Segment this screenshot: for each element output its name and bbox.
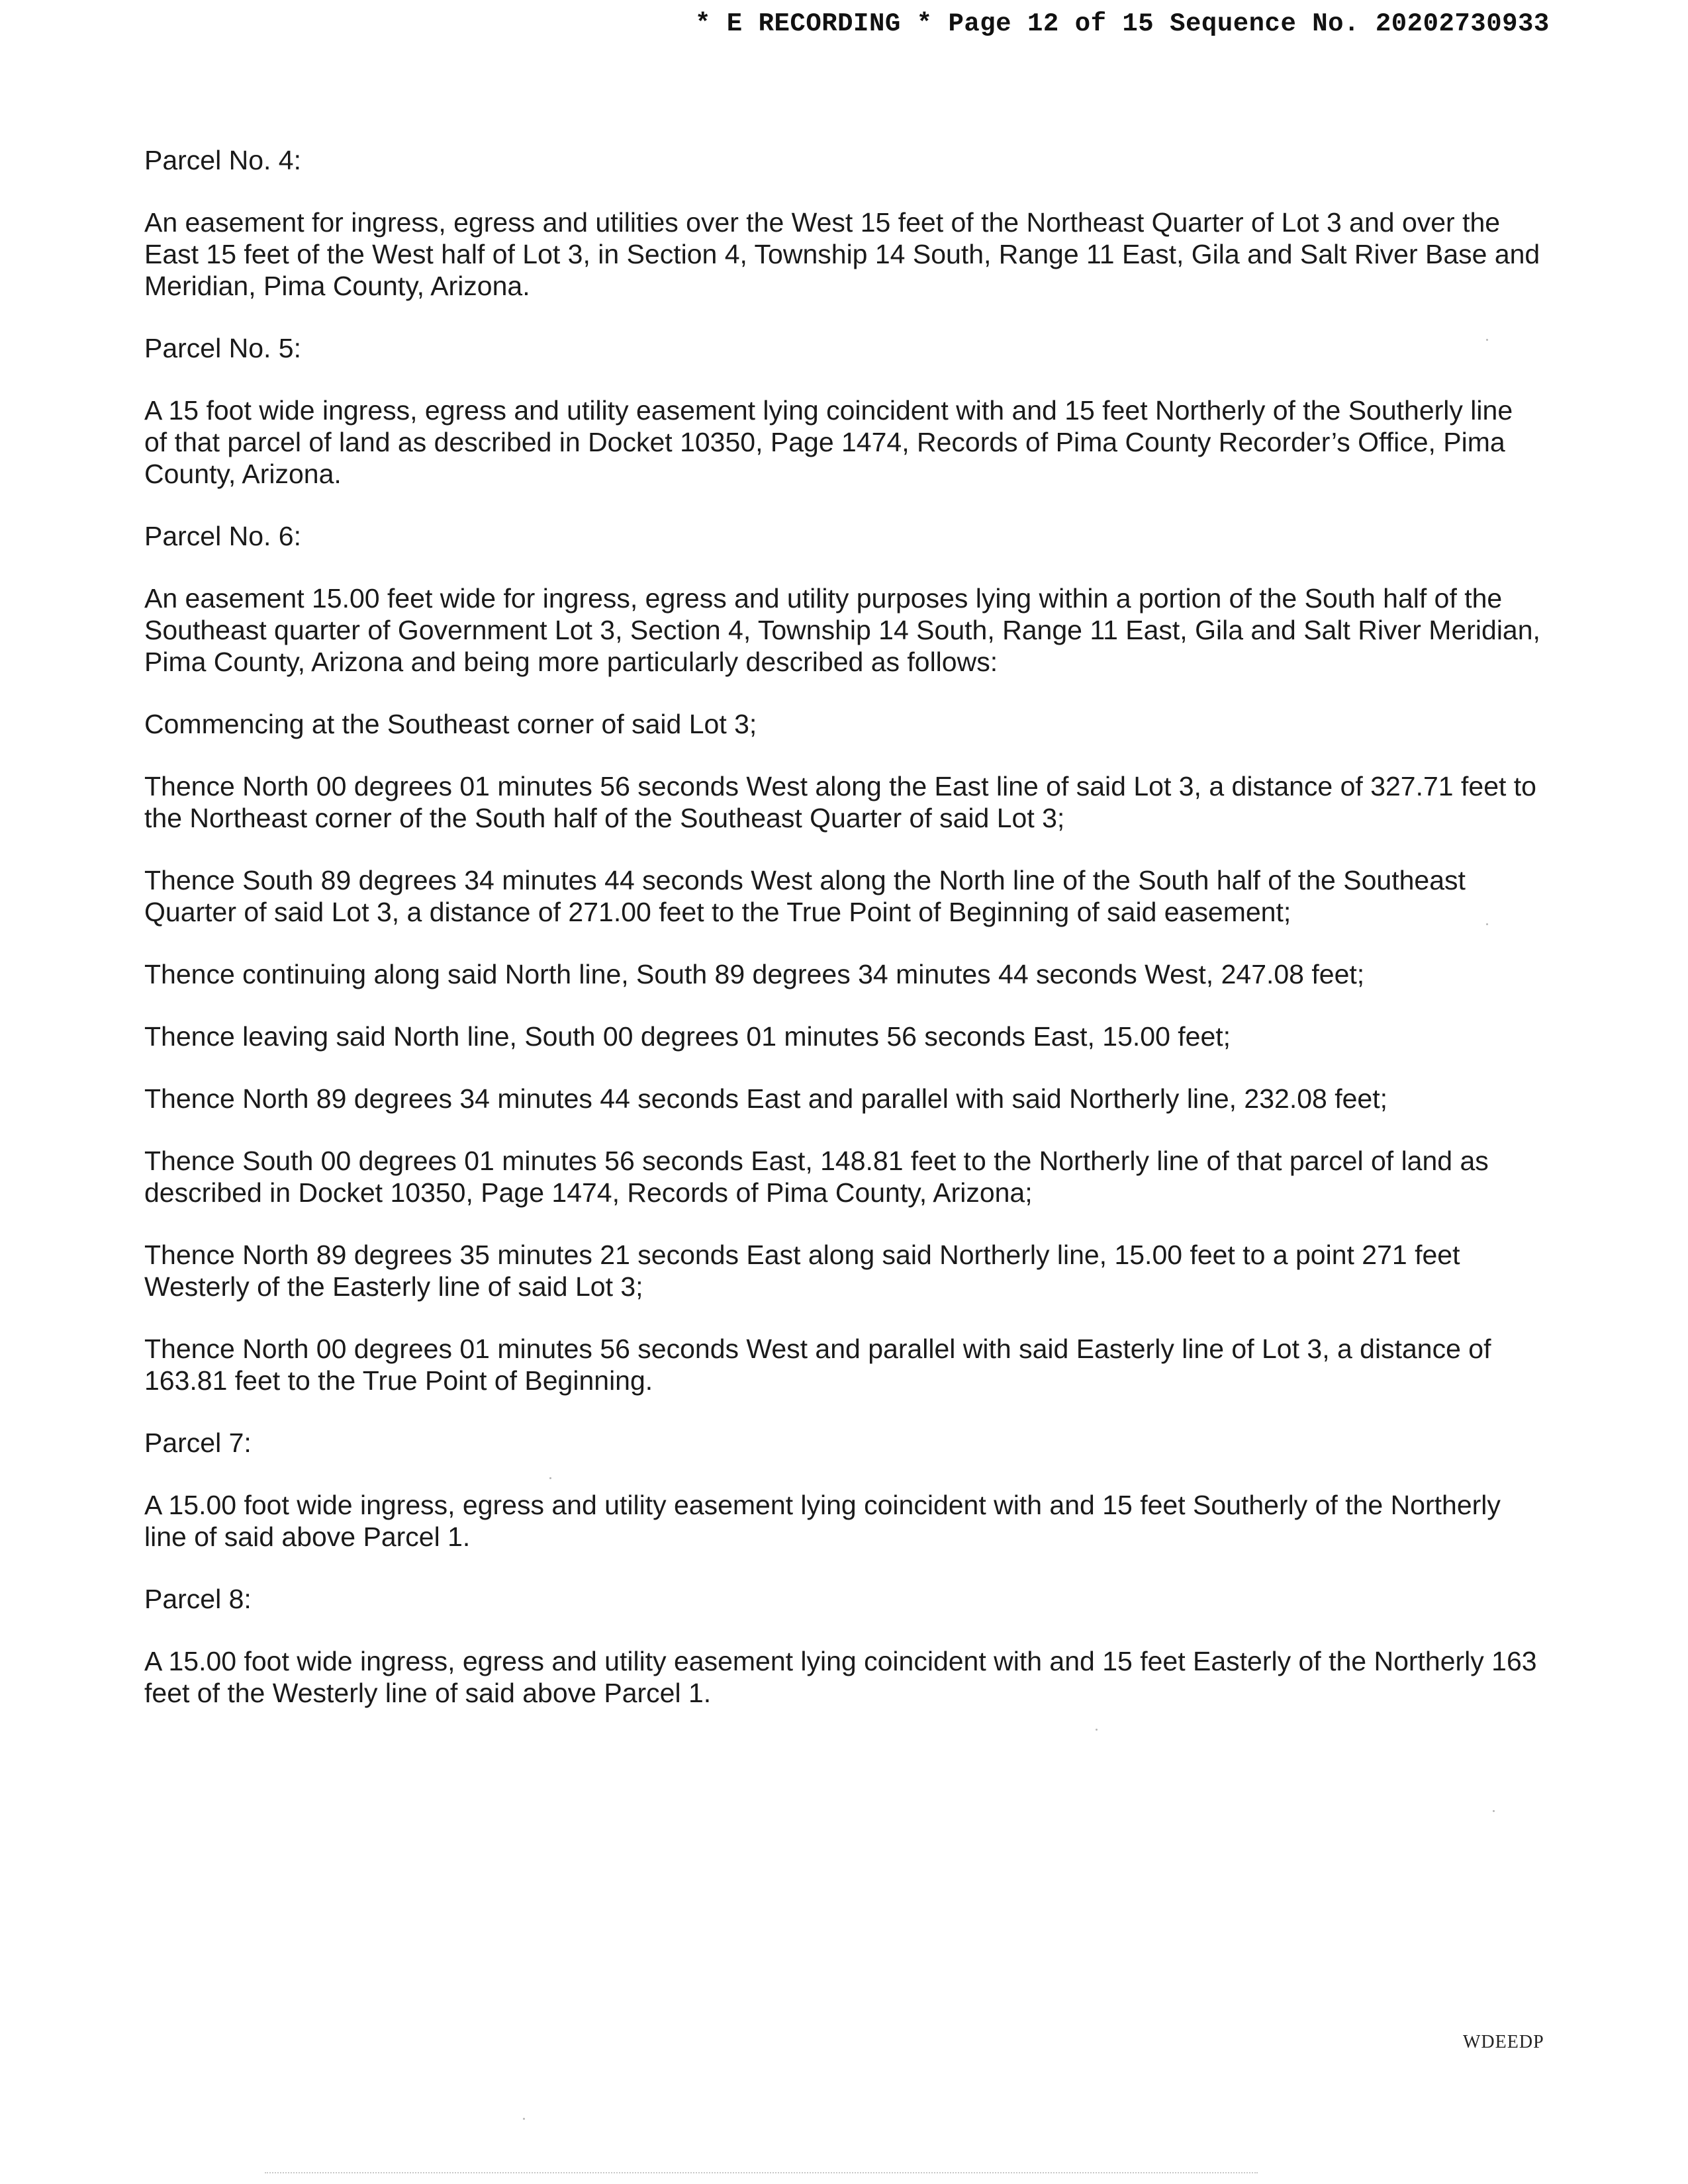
recording-header: * E RECORDING * Page 12 of 15 Sequence No. 20202730933 bbox=[695, 9, 1550, 38]
legal-description-paragraph: Thence South 00 degrees 01 minutes 56 seconds East, 148.81 feet to the Northerly line of that parcel of land as described in Docket 10350, Page 1474, Records of Pima County, Arizona; bbox=[144, 1146, 1489, 1208]
legal-description-paragraph: An easement for ingress, egress and utilities over the West 15 feet of the Northeast Quarter of Lot 3 and over the East 15 feet of the West half of Lot 3, in Section 4, Township 14 South, Range 11 East, Gila and Salt River Base and Meridian, Pima County, Arizona. bbox=[144, 207, 1540, 301]
legal-description-paragraph: Commencing at the Southeast corner of said Lot 3; bbox=[144, 709, 757, 739]
parcel-heading: Parcel No. 5: bbox=[144, 333, 301, 363]
legal-description-paragraph: Thence North 89 degrees 35 minutes 21 seconds East along said Northerly line, 15.00 feet to a point 271 feet Westerly of the Easterly line of said Lot 3; bbox=[144, 1240, 1460, 1302]
document-body bbox=[144, 144, 1541, 1739]
scan-speck bbox=[523, 2118, 525, 2120]
parcel-section bbox=[144, 144, 1541, 302]
form-code: WDEEDP bbox=[1463, 2032, 1544, 2052]
scan-speck bbox=[1486, 923, 1488, 925]
legal-description-paragraph: A 15 foot wide ingress, egress and utility easement lying coincident with and 15 feet Northerly of the Southerly line of that parcel of land as described in Docket 10350, Page 1474, Records of Pima County Recorder’s Office, Pima County, Arizona. bbox=[144, 395, 1513, 489]
legal-description-paragraph: A 15.00 foot wide ingress, egress and utility easement lying coincident with and 15 feet Southerly of the Northerly line of said above Parcel 1. bbox=[144, 1490, 1501, 1552]
legal-description-paragraph: Thence South 89 degrees 34 minutes 44 seconds West along the North line of the South half of the Southeast Quarter of said Lot 3, a distance of 271.00 feet to the True Point of Beginning of said easement; bbox=[144, 865, 1466, 927]
legal-description-paragraph: A 15.00 foot wide ingress, egress and utility easement lying coincident with and 15 feet Easterly of the Northerly 163 feet of the Westerly line of said above Parcel 1. bbox=[144, 1646, 1537, 1708]
scan-speck bbox=[1486, 339, 1488, 341]
scan-speck bbox=[1096, 1729, 1098, 1731]
legal-description-paragraph: Thence North 00 degrees 01 minutes 56 seconds West along the East line of said Lot 3, a distance of 327.71 feet to the Northeast corner of the South half of the Southeast Quarter of said Lot 3; bbox=[144, 771, 1536, 833]
scan-edge-noise bbox=[265, 2172, 1258, 2177]
scan-speck bbox=[1493, 1810, 1495, 1812]
parcel-section bbox=[144, 520, 1541, 1396]
parcel-heading: Parcel No. 6: bbox=[144, 521, 301, 551]
parcel-heading: Parcel No. 4: bbox=[144, 145, 301, 175]
parcel-section bbox=[144, 332, 1541, 490]
legal-description-paragraph: Thence continuing along said North line, South 89 degrees 34 minutes 44 seconds West, 247.08 feet; bbox=[144, 959, 1365, 989]
legal-description-paragraph: Thence leaving said North line, South 00 degrees 01 minutes 56 seconds East, 15.00 feet; bbox=[144, 1021, 1231, 1052]
parcel-heading: Parcel 7: bbox=[144, 1428, 252, 1458]
parcel-section bbox=[144, 1427, 1541, 1553]
parcel-heading: Parcel 8: bbox=[144, 1584, 252, 1614]
legal-description-paragraph: Thence North 89 degrees 34 minutes 44 seconds East and parallel with said Northerly line, 232.08 feet; bbox=[144, 1083, 1387, 1114]
scan-speck bbox=[549, 1477, 551, 1479]
legal-description-paragraph: Thence North 00 degrees 01 minutes 56 seconds West and parallel with said Easterly line of Lot 3, a distance of 163.81 feet to the True Point of Beginning. bbox=[144, 1334, 1491, 1396]
legal-description-paragraph: An easement 15.00 feet wide for ingress, egress and utility purposes lying within a portion of the South half of the Southeast quarter of Government Lot 3, Section 4, Township 14 South, Range 11 East, Gila and Salt River Meridian, Pima County, Arizona and being more particularly described as follows: bbox=[144, 583, 1540, 677]
parcel-section bbox=[144, 1583, 1541, 1709]
